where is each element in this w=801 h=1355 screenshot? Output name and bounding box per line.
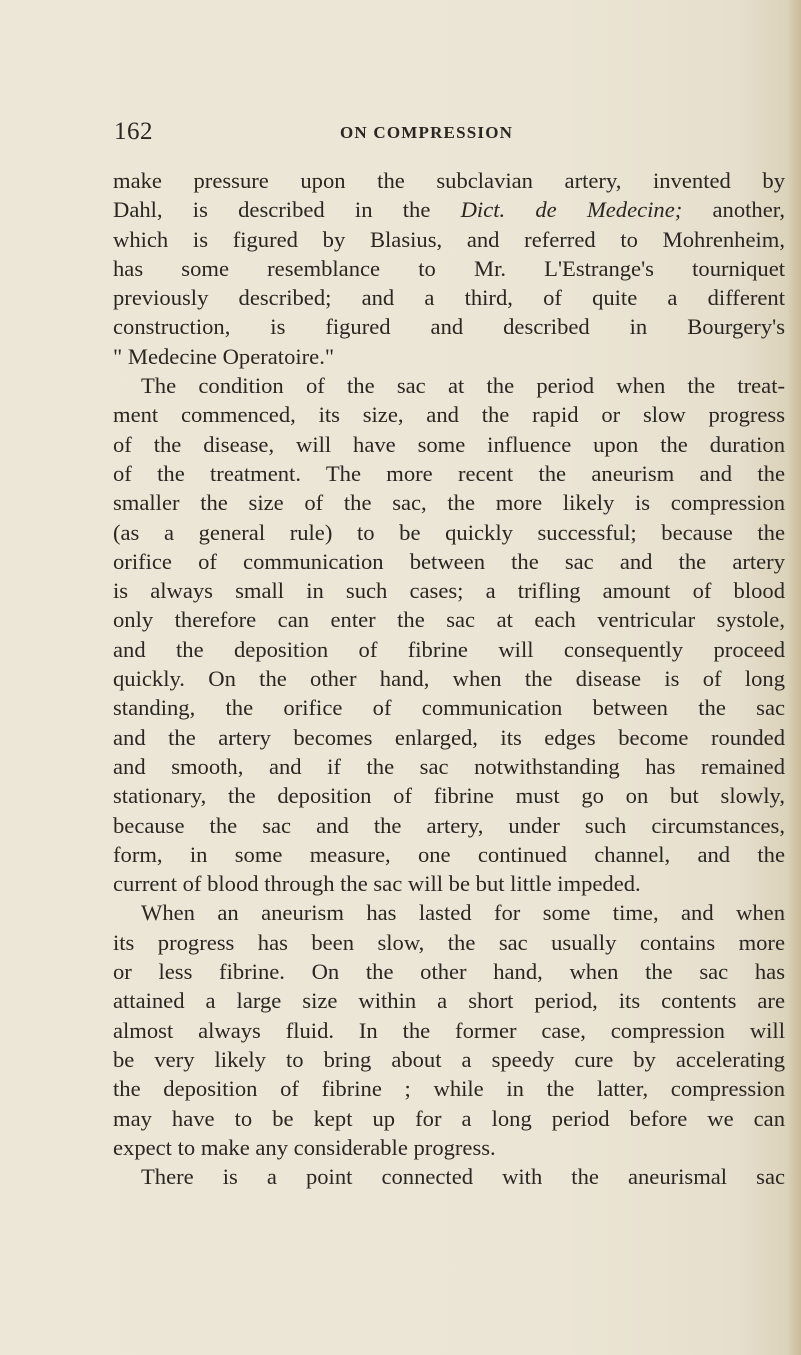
text-line — [113, 811, 785, 840]
text-segment: which is figured by Blasius, and referred to Mohrenheim, — [113, 226, 785, 252]
text-segment: because the sac and the artery, under such circumstances, — [113, 812, 785, 838]
text-line — [113, 547, 785, 576]
text-line — [113, 605, 785, 634]
text-segment: of the disease, will have some influence upon the duration — [113, 431, 785, 457]
page-number: 162 — [114, 118, 153, 145]
text-line — [113, 869, 785, 898]
text-segment: construction, is figured and described in Bourgery's — [113, 314, 785, 340]
text-segment: and the artery becomes enlarged, its edges become rounded — [113, 724, 785, 750]
text-segment: almost always fluid. In the former case, compression will — [113, 1017, 785, 1043]
text-line — [113, 693, 785, 722]
page-edge-shadow — [787, 0, 801, 1355]
text-segment: its progress has been slow, the sac usually contains more — [113, 929, 785, 955]
text-segment: and the deposition of fibrine will consequently proceed — [113, 636, 785, 662]
text-line — [113, 459, 785, 488]
text-segment: orifice of communication between the sac and the artery — [113, 548, 785, 574]
text-line — [113, 254, 785, 283]
text-segment: only therefore can enter the sac at each ventricular systole, — [113, 607, 785, 633]
text-segment: When an aneurism has lasted for some time, and when — [141, 900, 785, 926]
text-line — [113, 1016, 785, 1045]
text-segment: form, in some measure, one continued channel, and the — [113, 841, 785, 867]
text-segment: of the treatment. The more recent the aneurism and the — [113, 460, 785, 486]
italic-segment: Dict. de Medecine; — [460, 197, 683, 223]
text-line — [113, 957, 785, 986]
text-segment: and smooth, and if the sac notwithstanding has remained — [113, 753, 785, 779]
text-segment: or less fibrine. On the other hand, when the sac has — [113, 959, 785, 985]
text-segment: the deposition of fibrine ; while in the latter, compression — [113, 1076, 785, 1102]
text-line — [113, 635, 785, 664]
body-text — [113, 166, 785, 1191]
text-segment: standing, the orifice of communication between the sac — [113, 695, 785, 721]
text-segment: quickly. On the other hand, when the disease is of long — [113, 666, 785, 692]
text-line — [113, 195, 785, 224]
text-segment: The condition of the sac at the period when the treat- — [141, 373, 785, 399]
text-segment: make pressure upon the subclavian artery, invented by — [113, 168, 785, 193]
text-segment: There is a point connected with the aneurismal sac — [141, 1164, 785, 1190]
text-segment: is always small in such cases; a trifling amount of blood — [113, 578, 785, 604]
text-segment: has some resemblance to Mr. L'Estrange's tourniquet — [113, 255, 785, 281]
text-line — [113, 430, 785, 459]
text-line — [113, 781, 785, 810]
text-line — [113, 1162, 785, 1191]
text-line — [113, 986, 785, 1015]
text-line — [113, 1045, 785, 1074]
text-line — [113, 166, 785, 195]
text-line — [113, 1074, 785, 1103]
text-segment: ment commenced, its size, and the rapid or slow progress — [113, 402, 785, 428]
text-segment: smaller the size of the sac, the more likely is compression — [113, 490, 785, 516]
text-line — [113, 898, 785, 927]
text-line — [113, 1104, 785, 1133]
text-line — [113, 576, 785, 605]
text-line — [113, 400, 785, 429]
text-segment: Dahl, is described in the — [113, 197, 461, 223]
text-line — [113, 283, 785, 312]
text-line — [113, 752, 785, 781]
running-title: ON COMPRESSION — [340, 123, 514, 142]
text-line — [113, 928, 785, 957]
text-segment: (as a general rule) to be quickly successful; because the — [113, 519, 785, 545]
text-segment: attained a large size within a short period, its contents are — [113, 988, 785, 1014]
text-segment: stationary, the deposition of fibrine must go on but slowly, — [113, 783, 785, 809]
text-segment: " Medecine Operatoire." — [113, 343, 335, 369]
text-line — [113, 488, 785, 517]
text-line — [113, 312, 785, 341]
text-line — [113, 840, 785, 869]
text-line — [113, 664, 785, 693]
text-line — [113, 1133, 785, 1162]
text-line — [113, 518, 785, 547]
page-header — [0, 118, 801, 148]
text-segment: another, — [682, 197, 786, 223]
text-segment: current of blood through the sac will be but little impeded. — [113, 871, 641, 897]
text-line — [113, 342, 785, 371]
text-segment: previously described; and a third, of quite a different — [113, 285, 785, 311]
text-segment: be very likely to bring about a speedy cure by accelerating — [113, 1046, 785, 1072]
text-line — [113, 723, 785, 752]
text-line — [113, 371, 785, 400]
text-segment: expect to make any considerable progress. — [113, 1134, 496, 1160]
text-segment: may have to be kept up for a long period before we can — [113, 1105, 785, 1131]
text-line — [113, 225, 785, 254]
